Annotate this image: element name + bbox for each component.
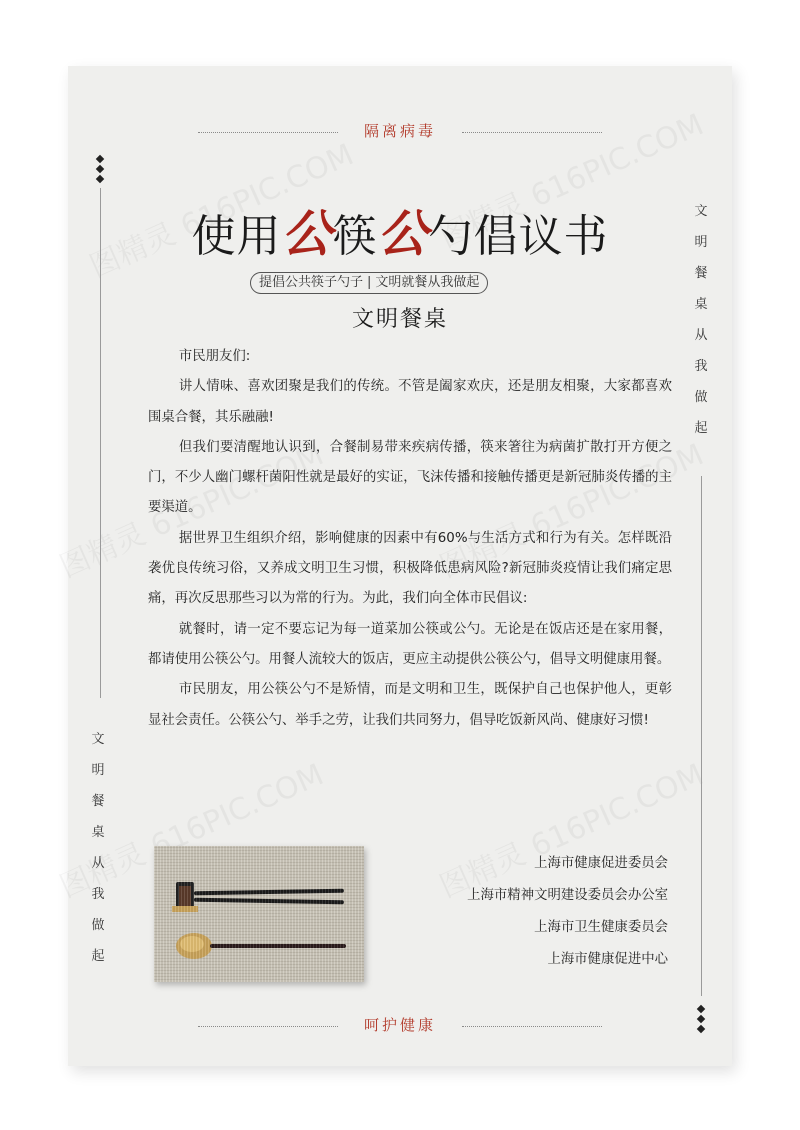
- org-name: 上海市健康促进中心: [547, 952, 668, 967]
- top-label: 隔离病毒: [363, 122, 436, 140]
- paragraph: 市民朋友，用公筷公勺不是矫情，而是文明和卫生，既保护自己也保护他人，更彰显社会责任。公筷公勺、举手之劳，让我们共同努力，倡导吃饭新风尚、健康好习惯!: [148, 682, 672, 728]
- article-body: [148, 342, 672, 736]
- org-name: 上海市精神文明建设委员会办公室: [467, 888, 668, 903]
- chopsticks-spoon-image: [154, 846, 364, 982]
- slogan-pill: 提倡公共筷子勺子 | 文明就餐从我做起: [250, 272, 488, 294]
- diamond-ornament: [96, 175, 104, 183]
- paragraph: 就餐时，请一定不要忘记为每一道菜加公筷或公勺。无论是在饭店还是在家用餐，都请使用公筷公勺。用餐人流较大的饭店，更应主动提供公筷公勺，倡导文明健康用餐。: [148, 621, 672, 667]
- poster: [68, 66, 732, 1066]
- org-name: 上海市健康促进委员会: [534, 856, 668, 871]
- page-title: 使用公筷公勺倡议书: [191, 204, 609, 263]
- paragraph: 讲人情味、喜欢团聚是我们的传统。不管是阖家欢庆，还是朋友相聚，大家都喜欢围桌合餐，其乐融融!: [148, 379, 672, 425]
- paragraph: 据世界卫生组织介绍，影响健康的因素中有60%与生活方式和行为有关。怎样既沿袭优良传统习俗，又养成文明卫生习惯，积极降低患病风险?新冠肺炎疫情让我们痛定思痛，再次反思那些习以为常的行为。为此，我们向全体市民倡议:: [148, 530, 672, 607]
- bottom-label: 呵护健康: [363, 1016, 436, 1034]
- side-text-right: 文 明 餐 桌 从 我 做 起: [694, 204, 708, 436]
- diamond-ornament: [96, 155, 104, 163]
- diamond-ornament: [96, 165, 104, 173]
- right-rule: [701, 476, 702, 996]
- greeting: 市民朋友们:: [178, 349, 251, 364]
- side-text-left: 文 明 餐 桌 从 我 做 起: [91, 732, 105, 964]
- paragraph: 但我们要清醒地认识到，合餐制易带来疾病传播，筷来箸往为病菌扩散打开方便之门，不少人幽门螺杆菌阳性就是最好的实证，飞沫传播和接触传播更是新冠肺炎传播的主要渠道。: [148, 439, 672, 516]
- subtitle: 文明餐桌: [351, 307, 448, 332]
- org-name: 上海市卫生健康委员会: [534, 920, 668, 935]
- watermark: [431, 750, 709, 906]
- diamond-ornament: [697, 1005, 705, 1013]
